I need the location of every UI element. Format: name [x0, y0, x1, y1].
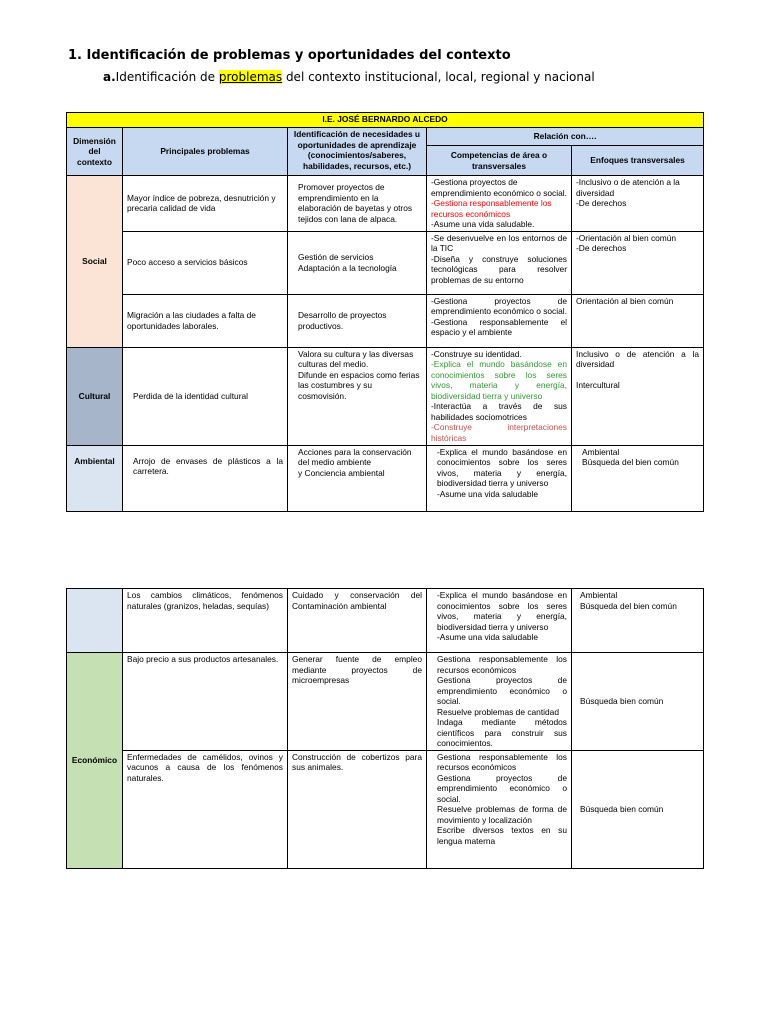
need-cell: Valora su cultura y las diversas culturas del medio. Difunde en espacios como ferias las costumbres y su cosmovisión. [288, 347, 427, 445]
section-title: Identificación de problemas y oportunidades del contexto [86, 48, 511, 63]
problem-cell: Enfermedades de camélidos, ovinos y vacunos a causa de los fenómenos naturales. [123, 750, 288, 868]
approach-text: Intercultural [576, 379, 620, 390]
problem-cell: Arrojo de envases de plásticos a la carretera. [123, 445, 288, 511]
dimension-social: Social [67, 176, 123, 348]
competency-text: -Asume una vida saludable. [431, 219, 535, 229]
table-row [67, 176, 704, 232]
competency-text: -Explica el mundo basándose en conocimientos sobre los seres vivos, materia y energía, biodiversidad tierra y universo [431, 359, 567, 401]
need-cell: Promover proyectos de emprendimiento en la elaboración de bayetas y otros tejidos con lana de alpaca. [288, 176, 427, 232]
table-row [67, 231, 704, 294]
competency-cell [427, 231, 572, 294]
problems-table-1 [66, 112, 704, 512]
approach-cell: Búsqueda bien común [572, 750, 704, 868]
competency-text: -Gestiona proyectos de emprendimiento económico o social. [431, 295, 567, 316]
competency-text: -Explica el mundo basándose en conocimientos sobre los seres vivos, materia y energía, biodiversidad tierra y universo [437, 446, 567, 488]
header-problems: Principales problemas [123, 128, 288, 176]
table-row [67, 653, 704, 751]
dimension-economico: Económico [67, 653, 123, 869]
competency-text: -Construye su identidad. [431, 348, 522, 359]
competency-text: -Asume una vida saludable [437, 488, 539, 499]
subsection-heading [103, 70, 595, 84]
competency-text: -Diseña y construye soluciones tecnológicas para resolver problemas de su entorno [431, 253, 567, 285]
need-cell: Cuidado y conservación del Contaminación ambiental [288, 589, 427, 653]
problem-cell: Poco acceso a servicios básicos [123, 231, 288, 294]
section-number: 1. [68, 48, 82, 63]
subsection-prefix: Identificación de [115, 70, 219, 84]
subsection-suffix: del contexto institucional, local, regional y nacional [282, 70, 595, 84]
approach-cell: Orientación al bien común [572, 294, 704, 347]
approach-cell: Ambiental Búsqueda del bien común [572, 589, 704, 653]
approach-cell: Ambiental Búsqueda del bien común [572, 445, 704, 511]
problems-table-2 [66, 588, 704, 869]
dimension-cultural: Cultural [67, 347, 123, 445]
highlighted-word: problemas [218, 70, 283, 84]
header-dimension: Dimensión del contexto [67, 128, 123, 176]
header-relation: Relación con…. [427, 128, 704, 146]
section-heading [68, 48, 511, 63]
subsection-letter: a. [103, 70, 116, 84]
competency-text: -Gestiona proyectos de emprendimiento económico o social. [431, 177, 567, 198]
need-cell: Gestión de servicios Adaptación a la tecnología [288, 231, 427, 294]
problem-cell: Mayor índice de pobreza, desnutrición y precaria calidad de vida [123, 176, 288, 232]
approach-cell: -Inclusivo o de atención a la diversidad -De derechos [572, 176, 704, 232]
problem-cell: Los cambios climáticos, fenómenos naturales (granizos, heladas, sequías) [123, 589, 288, 653]
problem-cell: Bajo precio a sus productos artesanales. [123, 653, 288, 751]
competency-cell: Gestiona responsablemente los recursos económicos Gestiona proyectos de emprendimiento económico o social. Resuelve problemas de cantidad Indaga mediante métodos científicos para construir sus conocimientos. [427, 653, 572, 751]
approach-text: Inclusivo o de atención a la diversidad [576, 348, 700, 369]
competency-text: -Interactúa a través de sus habilidades sociomotrices [431, 401, 567, 422]
competency-text: -Gestiona responsablemente los recursos económicos [431, 198, 552, 219]
competency-text: -Construye interpretaciones históricas [431, 422, 567, 443]
competency-cell: Gestiona responsablemente los recursos económicos Gestiona proyectos de emprendimiento económico o social. Resuelve problemas de forma de movimiento y localización Escribe diversos textos en su lengua materna [427, 750, 572, 868]
competency-text: -Gestiona responsablemente el espacio y el ambiente [431, 316, 567, 337]
problem-cell: Perdida de la identidad cultural [123, 347, 288, 445]
competency-text: -Se desenvuelve en los entornos de la TIC [431, 232, 567, 253]
table-row [67, 347, 704, 445]
problem-cell: Migración a las ciudades a falta de oportunidades laborales. [123, 294, 288, 347]
competency-cell [427, 347, 572, 445]
competency-cell [427, 294, 572, 347]
header-competencies: Competencias de área o transversales [427, 146, 572, 176]
competency-cell [427, 176, 572, 232]
dimension-ambiental: Ambiental [67, 445, 123, 511]
school-name: I.E. JOSÉ BERNARDO ALCEDO [67, 113, 704, 128]
need-cell: Generar fuente de empleo mediante proyectos de microempresas [288, 653, 427, 751]
dimension-ambiental-cont [67, 589, 123, 653]
need-cell: Construcción de cobertizos para sus animales. [288, 750, 427, 868]
header-needs: Identificación de necesidades u oportunidades de aprendizaje (conocimientos/saberes, habilidades, recursos, etc.) [288, 128, 427, 176]
table-row [67, 750, 704, 868]
competency-cell: -Explica el mundo basándose en conocimientos sobre los seres vivos, materia y energía, biodiversidad tierra y universo -Asume una vida saludable [427, 589, 572, 653]
need-cell: Acciones para la conservación del medio ambiente y Conciencia ambiental [288, 445, 427, 511]
need-cell: Desarrollo de proyectos productivos. [288, 294, 427, 347]
approach-cell: -Orientación al bien común -De derechos [572, 231, 704, 294]
header-approaches: Enfoques transversales [572, 146, 704, 176]
approach-cell: Búsqueda bien común [572, 653, 704, 751]
approach-cell [572, 347, 704, 445]
table-row [67, 589, 704, 653]
table-row [67, 294, 704, 347]
table-row [67, 445, 704, 511]
competency-cell [427, 445, 572, 511]
